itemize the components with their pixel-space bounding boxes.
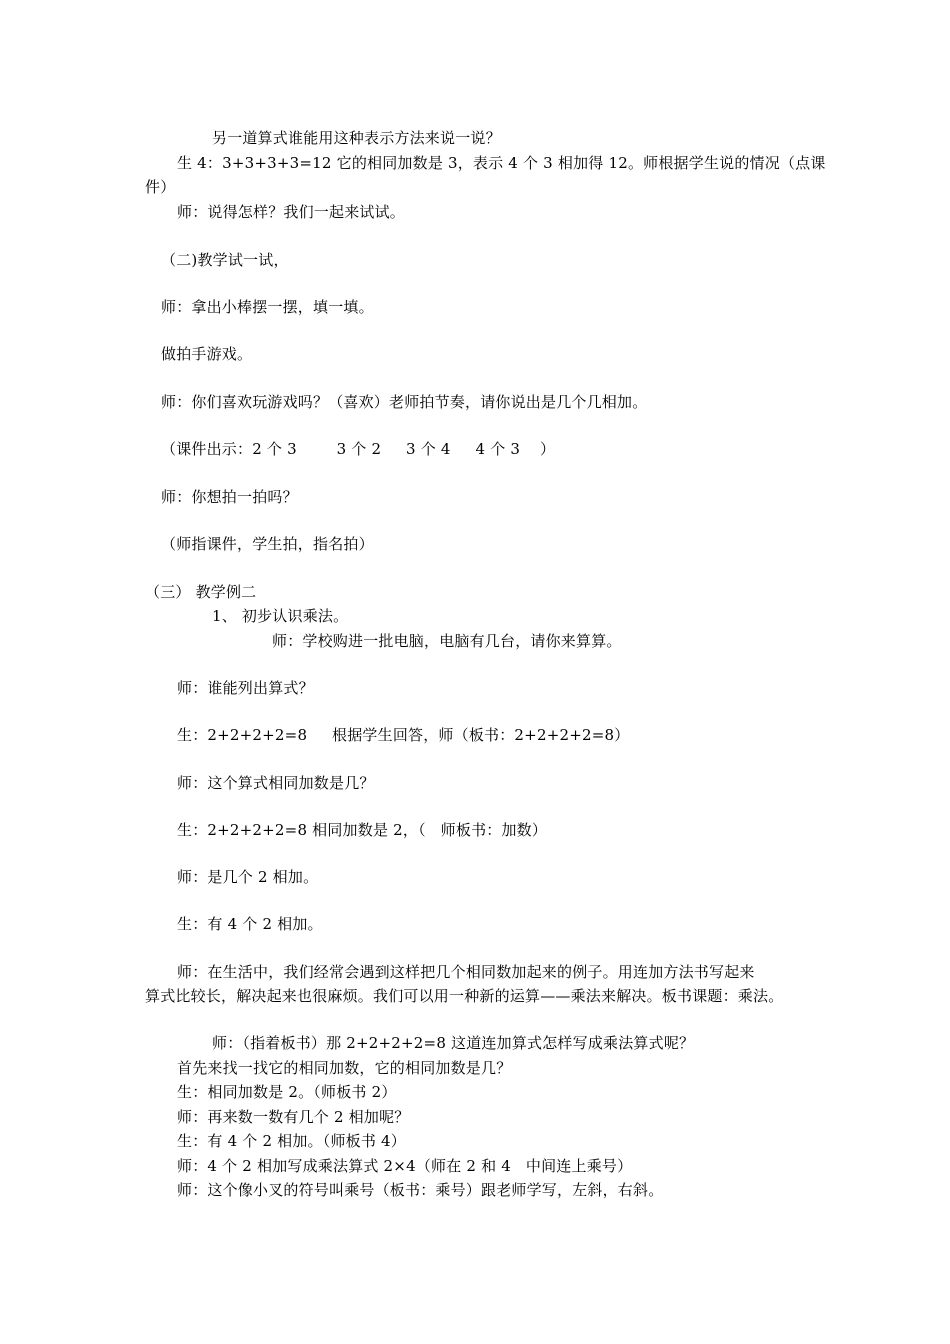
text-line: 生：2+2+2+2=8 根据学生回答，师（板书：2+2+2+2=8） <box>177 726 630 744</box>
text-line: 生 4：3+3+3+3=12 它的相同加数是 3，表示 4 个 3 相加得 12。师根据学生说的情况（点课 <box>177 154 826 172</box>
text-line: 师：学校购进一批电脑，电脑有几台，请你来算算。 <box>272 632 622 650</box>
text-line: 生：有 4 个 2 相加。（师板书 4） <box>177 1132 406 1150</box>
text-line: 做拍手游戏。 <box>161 345 253 363</box>
text-line: （师指课件，学生拍，指名拍） <box>161 535 374 553</box>
text-line: 生：2+2+2+2=8 相同加数是 2，（ 师板书：加数） <box>177 821 548 839</box>
section-heading: （三） 教学例二 <box>145 583 257 601</box>
text-line: 师：（指着板书）那 2+2+2+2=8 这道连加算式怎样写成乘法算式呢？ <box>212 1034 695 1052</box>
text-line: 师：4 个 2 相加写成乘法算式 2×4（师在 2 和 4 中间连上乘号） <box>177 1157 633 1175</box>
text-line: 师：是几个 2 相加。 <box>177 868 319 886</box>
text-line: 算式比较长，解决起来也很麻烦。我们可以用一种新的运算——乘法来解决。板书课题：乘法。 <box>145 987 784 1005</box>
text-line: 另一道算式谁能用这种表示方法来说一说？ <box>212 129 501 147</box>
text-line: 师：在生活中，我们经常会遇到这样把几个相同数加起来的例子。用连加方法书写起来 <box>177 963 755 981</box>
text-line: 师：你们喜欢玩游戏吗？（喜欢）老师拍节奏，请你说出是几个几相加。 <box>161 393 648 411</box>
text-line: 师：谁能列出算式？ <box>177 679 314 697</box>
text-line: 生：有 4 个 2 相加。 <box>177 915 323 933</box>
text-line: 师：这个像小叉的符号叫乘号（板书：乘号）跟老师学写，左斜，右斜。 <box>177 1181 664 1199</box>
text-line: 1、 初步认识乘法。 <box>212 607 349 625</box>
text-line: 师：这个算式相同加数是几？ <box>177 774 375 792</box>
text-line: 师：说得怎样？我们一起来试试。 <box>177 203 406 221</box>
text-line: 件） <box>145 178 176 196</box>
text-line: 师：再来数一数有几个 2 相加呢？ <box>177 1108 410 1126</box>
text-line: 生：相同加数是 2。（师板书 2） <box>177 1083 397 1101</box>
text-line: 首先来找一找它的相同加数，它的相同加数是几？ <box>177 1059 512 1077</box>
text-line: 师：拿出小棒摆一摆，填一填。 <box>161 298 374 316</box>
text-line: （课件出示：2 个 3 3 个 2 3 个 4 4 个 3 ） <box>161 440 556 458</box>
section-heading: （二)教学试一试， <box>161 251 289 269</box>
text-line: 师：你想拍一拍吗？ <box>161 488 298 506</box>
